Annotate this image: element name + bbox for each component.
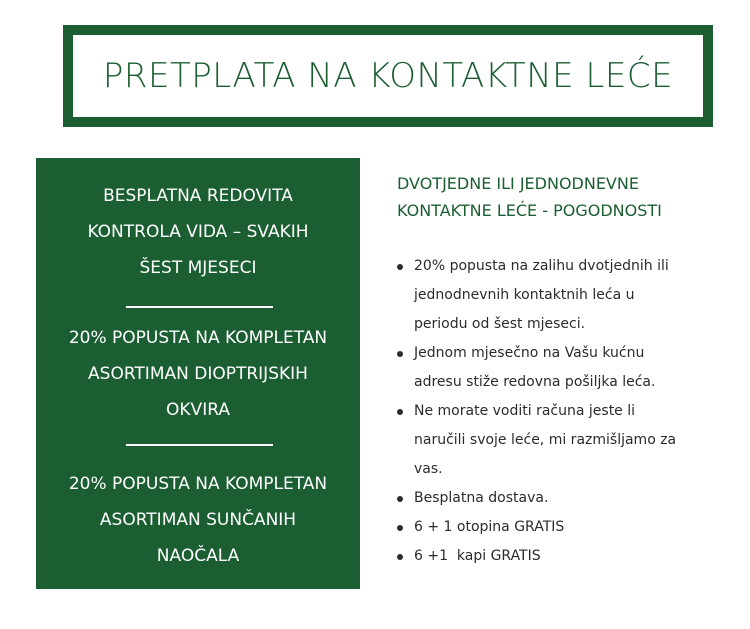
benefit-vision-check — [36, 178, 360, 286]
benefit-line: NAOČALA — [156, 546, 240, 566]
list-item-line: Jednom mjesečno na Vašu kućnu — [414, 345, 645, 361]
page-title: PRETPLATA NA KONTAKTNE LEĆE — [102, 56, 674, 96]
bullet-icon — [397, 351, 403, 357]
list-item-line: jednodnevnih kontaktnih leća u — [414, 287, 635, 303]
title-frame — [63, 25, 713, 127]
list-item-line: 6 +1 kapi GRATIS — [414, 548, 541, 564]
list-item — [397, 339, 727, 397]
heading-line: KONTAKTNE LEĆE - POGODNOSTI — [397, 201, 662, 220]
list-item — [397, 397, 727, 484]
benefits-panel — [36, 158, 360, 589]
bullet-icon — [397, 525, 403, 531]
lens-benefits-heading — [397, 170, 727, 224]
benefit-line: ASORTIMAN DIOPTRIJSKIH — [88, 364, 308, 384]
benefit-frames-discount — [36, 320, 360, 428]
bullet-icon — [397, 409, 403, 415]
benefit-line: ŠEST MJESECI — [139, 258, 257, 278]
list-item-line: periodu od šest mjeseci. — [414, 316, 586, 332]
list-item — [397, 542, 727, 571]
benefit-sunglasses-discount — [36, 466, 360, 574]
list-item-line: Besplatna dostava. — [414, 490, 549, 506]
divider — [126, 306, 273, 308]
heading-line: DVOTJEDNE ILI JEDNODNEVNE — [397, 174, 639, 193]
benefit-line: 20% POPUSTA NA KOMPLETAN — [68, 328, 328, 348]
benefit-line: OKVIRA — [166, 400, 230, 420]
bullet-icon — [397, 264, 403, 270]
lens-benefits-list — [397, 252, 727, 571]
list-item — [397, 252, 727, 339]
divider — [126, 444, 273, 446]
benefit-line: KONTROLA VIDA – SVAKIH — [87, 222, 309, 242]
bullet-icon — [397, 554, 403, 560]
title-box — [73, 35, 703, 117]
benefit-line: 20% POPUSTA NA KOMPLETAN — [68, 474, 328, 494]
list-item-line: 6 + 1 otopina GRATIS — [414, 519, 565, 535]
list-item-line: adresu stiže redovna pošiljka leća. — [414, 374, 656, 390]
list-item-line: vas. — [414, 461, 443, 477]
benefit-line: BESPLATNA REDOVITA — [103, 186, 293, 206]
bullet-icon — [397, 496, 403, 502]
list-item — [397, 513, 727, 542]
list-item-line: 20% popusta na zalihu dvotjednih ili — [414, 258, 669, 274]
list-item-line: naručili svoje leće, mi razmišljamo za — [414, 432, 677, 448]
benefit-line: ASORTIMAN SUNČANIH — [99, 510, 297, 530]
list-item-line: Ne morate voditi računa jeste li — [414, 403, 636, 419]
list-item — [397, 484, 727, 513]
